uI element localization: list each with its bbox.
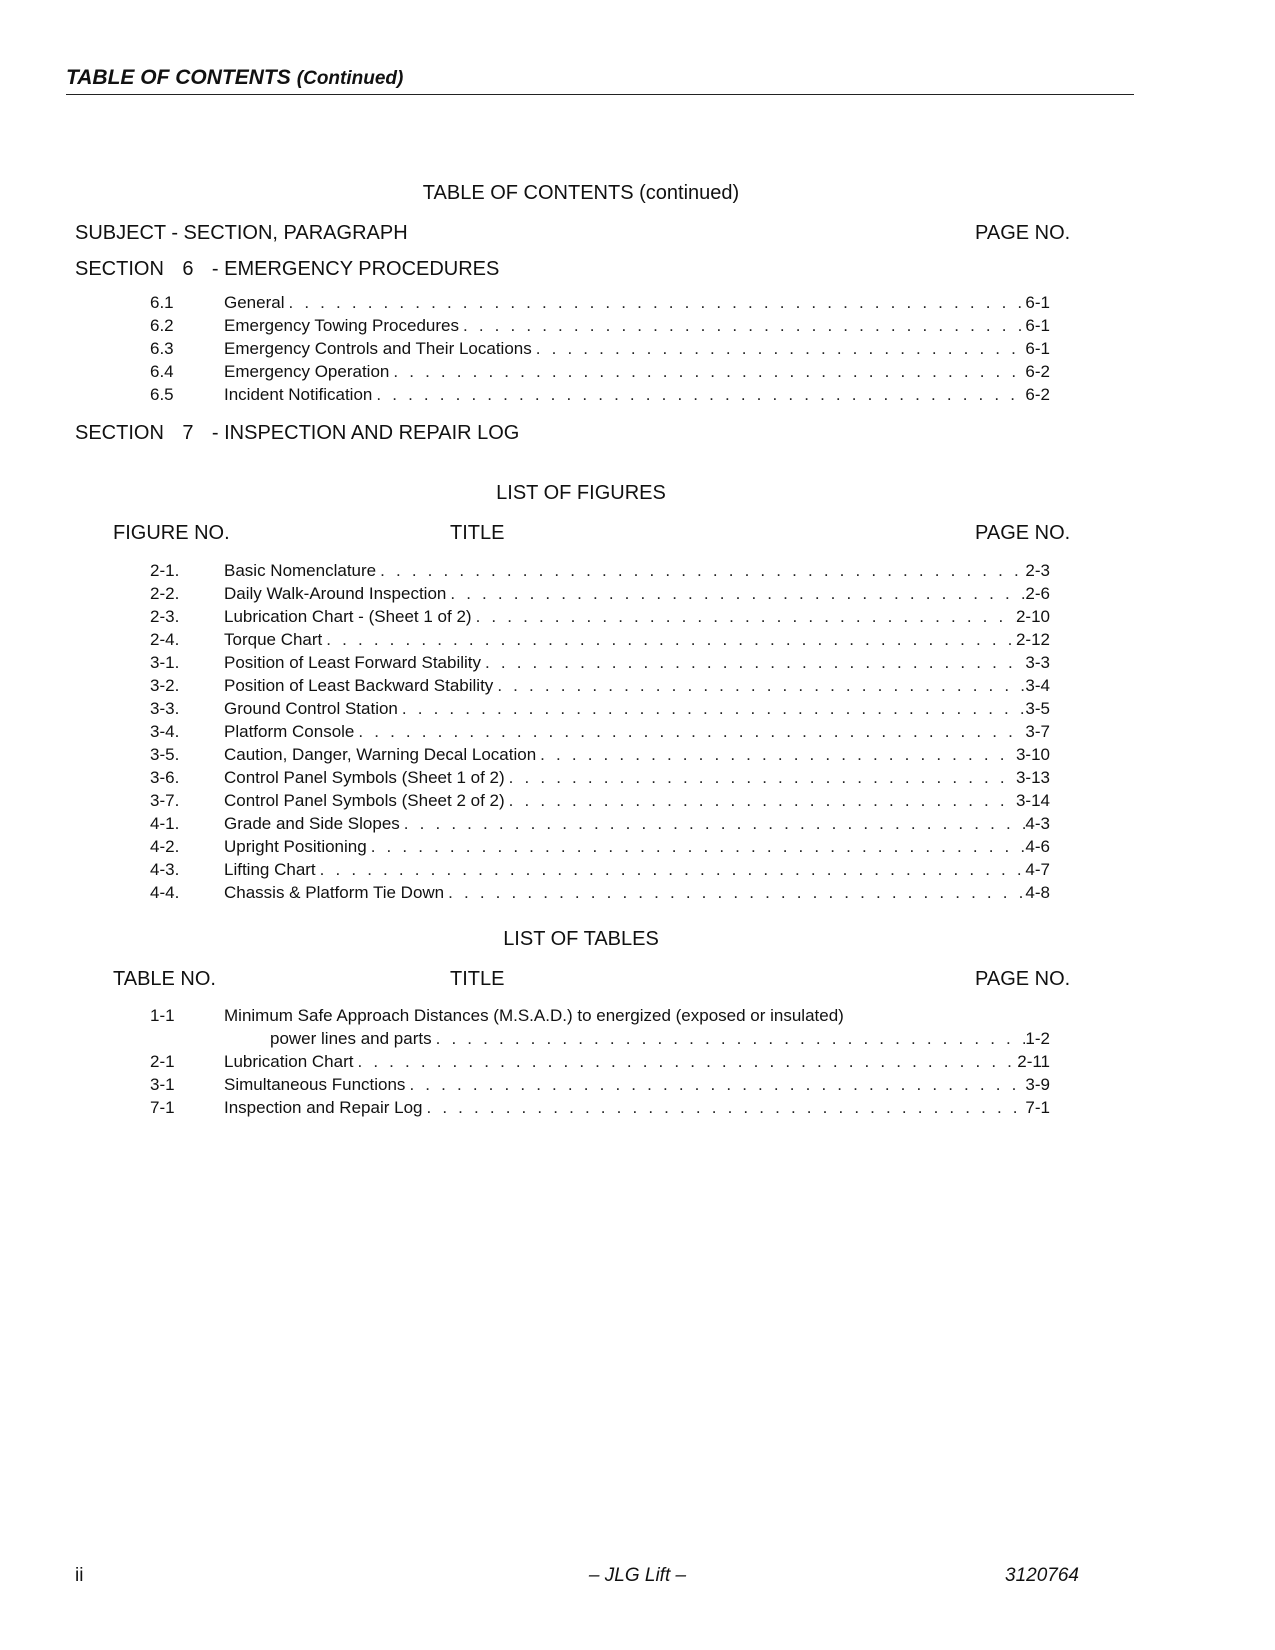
entry-page: 3-13 xyxy=(1015,768,1050,787)
dot-leader xyxy=(393,362,1025,382)
dot-leader xyxy=(450,584,1025,604)
figure-entry xyxy=(150,653,1050,676)
entry-page: 6-1 xyxy=(1025,316,1050,335)
dot-leader xyxy=(448,883,1025,903)
entry-title: Control Panel Symbols (Sheet 1 of 2) xyxy=(224,768,505,787)
entry-title: power lines and parts xyxy=(270,1029,432,1048)
tables-col-page: PAGE NO. xyxy=(975,968,1071,990)
entry-page: 4-6 xyxy=(1025,837,1050,856)
dot-leader xyxy=(358,722,1025,742)
entry-page: 1-2 xyxy=(1025,1029,1050,1048)
figure-entry xyxy=(150,768,1050,791)
figure-entry xyxy=(150,814,1050,837)
dot-leader xyxy=(485,653,1025,673)
dot-leader xyxy=(497,676,1025,696)
section-number: 6 xyxy=(182,258,194,280)
figure-entry xyxy=(150,745,1050,768)
entry-title: General xyxy=(224,293,285,312)
footer-doc-number: 3120764 xyxy=(1005,1565,1079,1586)
figure-entry xyxy=(150,722,1050,745)
entry-title: Chassis & Platform Tie Down xyxy=(224,883,445,902)
entry-page: 3-9 xyxy=(1025,1075,1050,1094)
dot-leader xyxy=(376,385,1025,405)
entry-page: 2-6 xyxy=(1025,584,1050,603)
figures-title: LIST OF FIGURES xyxy=(496,482,666,504)
entry-number: 2-1 xyxy=(150,1052,175,1071)
entry-title: Daily Walk-Around Inspection xyxy=(224,584,447,603)
table-entry-continuation xyxy=(150,1029,1050,1052)
entry-title: Grade and Side Slopes xyxy=(224,814,400,833)
running-header xyxy=(66,66,1134,95)
entry-number: 1-1 xyxy=(150,1006,175,1025)
entry-title: Platform Console xyxy=(224,722,355,741)
entry-title: Upright Positioning xyxy=(224,837,367,856)
figure-entry xyxy=(150,883,1050,906)
entry-page: 6-1 xyxy=(1025,293,1050,312)
dot-leader xyxy=(320,860,1026,880)
dot-leader xyxy=(509,768,1016,788)
entry-number: 3-1. xyxy=(150,653,180,672)
entry-number: 2-1. xyxy=(150,561,180,580)
entry-number: 4-3. xyxy=(150,860,180,879)
dot-leader xyxy=(288,293,1025,313)
entry-number: 6.1 xyxy=(150,293,174,312)
entry-number: 4-4. xyxy=(150,883,180,902)
entry-number: 2-4. xyxy=(150,630,180,649)
figure-entry xyxy=(150,860,1050,883)
entry-page: 6-2 xyxy=(1025,385,1050,404)
figure-entry xyxy=(150,676,1050,699)
figure-entry xyxy=(150,630,1050,653)
entry-number: 3-4. xyxy=(150,722,180,741)
entry-page: 4-7 xyxy=(1025,860,1050,879)
entry-number: 2-2. xyxy=(150,584,180,603)
entry-number: 4-2. xyxy=(150,837,180,856)
dot-leader xyxy=(536,339,1026,359)
entry-number: 6.3 xyxy=(150,339,174,358)
tables-col-title: TITLE xyxy=(450,968,505,990)
entry-page: 4-8 xyxy=(1025,883,1050,902)
entry-page: 7-1 xyxy=(1025,1098,1050,1117)
dot-leader xyxy=(540,745,1016,765)
figures-col-no: FIGURE NO. xyxy=(113,522,230,544)
entry-page: 4-3 xyxy=(1025,814,1050,833)
section-label: SECTION xyxy=(75,258,164,280)
dot-leader xyxy=(409,1075,1025,1095)
header-title: TABLE OF CONTENTS xyxy=(66,66,291,89)
entry-page: 3-7 xyxy=(1025,722,1050,741)
entry-page: 2-12 xyxy=(1015,630,1050,649)
entry-title: Emergency Operation xyxy=(224,362,390,381)
dot-leader xyxy=(509,791,1016,811)
footer-page-number: ii xyxy=(75,1565,84,1586)
toc-col-page: PAGE NO. xyxy=(975,222,1071,244)
entry-title: Emergency Controls and Their Locations xyxy=(224,339,532,358)
entry-title: Incident Notification xyxy=(224,385,373,404)
entry-number: 6.5 xyxy=(150,385,174,404)
entry-title: Position of Least Forward Stability xyxy=(224,653,482,672)
entry-number: 3-5. xyxy=(150,745,180,764)
section-title: - INSPECTION AND REPAIR LOG xyxy=(211,422,520,444)
dot-leader xyxy=(463,316,1025,336)
figure-entry xyxy=(150,607,1050,630)
toc-entry xyxy=(150,385,1050,408)
entry-page: 3-4 xyxy=(1025,676,1050,695)
figure-entry xyxy=(150,561,1050,584)
entry-number: 2-3. xyxy=(150,607,180,626)
figure-entry xyxy=(150,837,1050,860)
dot-leader xyxy=(380,561,1025,581)
entry-page: 3-3 xyxy=(1025,653,1050,672)
entry-page: 2-11 xyxy=(1017,1052,1050,1071)
toc-entry xyxy=(150,362,1050,385)
figure-entry xyxy=(150,584,1050,607)
section-7-heading xyxy=(75,422,519,445)
dot-leader xyxy=(357,1052,1017,1072)
entry-title: Emergency Towing Procedures xyxy=(224,316,459,335)
section-label: SECTION xyxy=(75,422,164,444)
table-entry xyxy=(150,1075,1050,1098)
entry-title: Control Panel Symbols (Sheet 2 of 2) xyxy=(224,791,505,810)
footer-center: – JLG Lift – xyxy=(588,1565,687,1586)
dot-leader xyxy=(426,1098,1025,1118)
toc-col-subject: SUBJECT - SECTION, PARAGRAPH xyxy=(75,222,408,244)
entry-number: 6.4 xyxy=(150,362,174,381)
entry-title: Basic Nomenclature xyxy=(224,561,377,580)
toc-entry xyxy=(150,293,1050,316)
entry-number: 3-7. xyxy=(150,791,180,810)
entry-title: Minimum Safe Approach Distances (M.S.A.D.) to energized (exposed or insulated) xyxy=(224,1006,844,1025)
entry-page: 6-2 xyxy=(1025,362,1050,381)
entry-page: 6-1 xyxy=(1025,339,1050,358)
dot-leader xyxy=(402,699,1026,719)
entry-title: Lubrication Chart xyxy=(224,1052,354,1071)
section-number: 7 xyxy=(182,422,194,444)
entry-number: 7-1 xyxy=(150,1098,175,1117)
entry-title: Lifting Chart xyxy=(224,860,316,879)
entry-title: Simultaneous Functions xyxy=(224,1075,406,1094)
header-subtitle: (Continued) xyxy=(296,68,404,89)
dot-leader xyxy=(476,607,1016,627)
entry-title: Torque Chart xyxy=(224,630,323,649)
entry-title: Caution, Danger, Warning Decal Location xyxy=(224,745,537,764)
entry-number: 3-3. xyxy=(150,699,180,718)
entry-title: Position of Least Backward Stability xyxy=(224,676,494,695)
entry-title: Ground Control Station xyxy=(224,699,398,718)
dot-leader xyxy=(371,837,1026,857)
table-entry xyxy=(150,1098,1050,1121)
section-title: - EMERGENCY PROCEDURES xyxy=(211,258,500,280)
dot-leader xyxy=(404,814,1026,834)
figure-entry xyxy=(150,699,1050,722)
figures-col-title: TITLE xyxy=(450,522,505,544)
entry-number: 6.2 xyxy=(150,316,174,335)
toc-entry xyxy=(150,339,1050,362)
entry-number: 3-6. xyxy=(150,768,180,787)
entry-number: 3-2. xyxy=(150,676,180,695)
figure-entry xyxy=(150,791,1050,814)
entry-page: 3-5 xyxy=(1025,699,1050,718)
entry-page: 2-10 xyxy=(1015,607,1050,626)
entry-page: 2-3 xyxy=(1025,561,1050,580)
figures-col-page: PAGE NO. xyxy=(975,522,1071,544)
entry-title: Inspection and Repair Log xyxy=(224,1098,423,1117)
table-entry xyxy=(150,1052,1050,1075)
entry-title: Lubrication Chart - (Sheet 1 of 2) xyxy=(224,607,472,626)
entry-number: 3-1 xyxy=(150,1075,175,1094)
table-entry xyxy=(150,1006,1050,1029)
tables-title: LIST OF TABLES xyxy=(503,928,659,950)
toc-title: TABLE OF CONTENTS (continued) xyxy=(422,182,740,204)
section-6-heading xyxy=(75,258,499,281)
toc-entry xyxy=(150,316,1050,339)
dot-leader xyxy=(436,1029,1026,1049)
entry-page: 3-10 xyxy=(1015,745,1050,764)
entry-number: 4-1. xyxy=(150,814,180,833)
entry-page: 3-14 xyxy=(1015,791,1050,810)
dot-leader xyxy=(326,630,1016,650)
tables-col-no: TABLE NO. xyxy=(113,968,216,990)
